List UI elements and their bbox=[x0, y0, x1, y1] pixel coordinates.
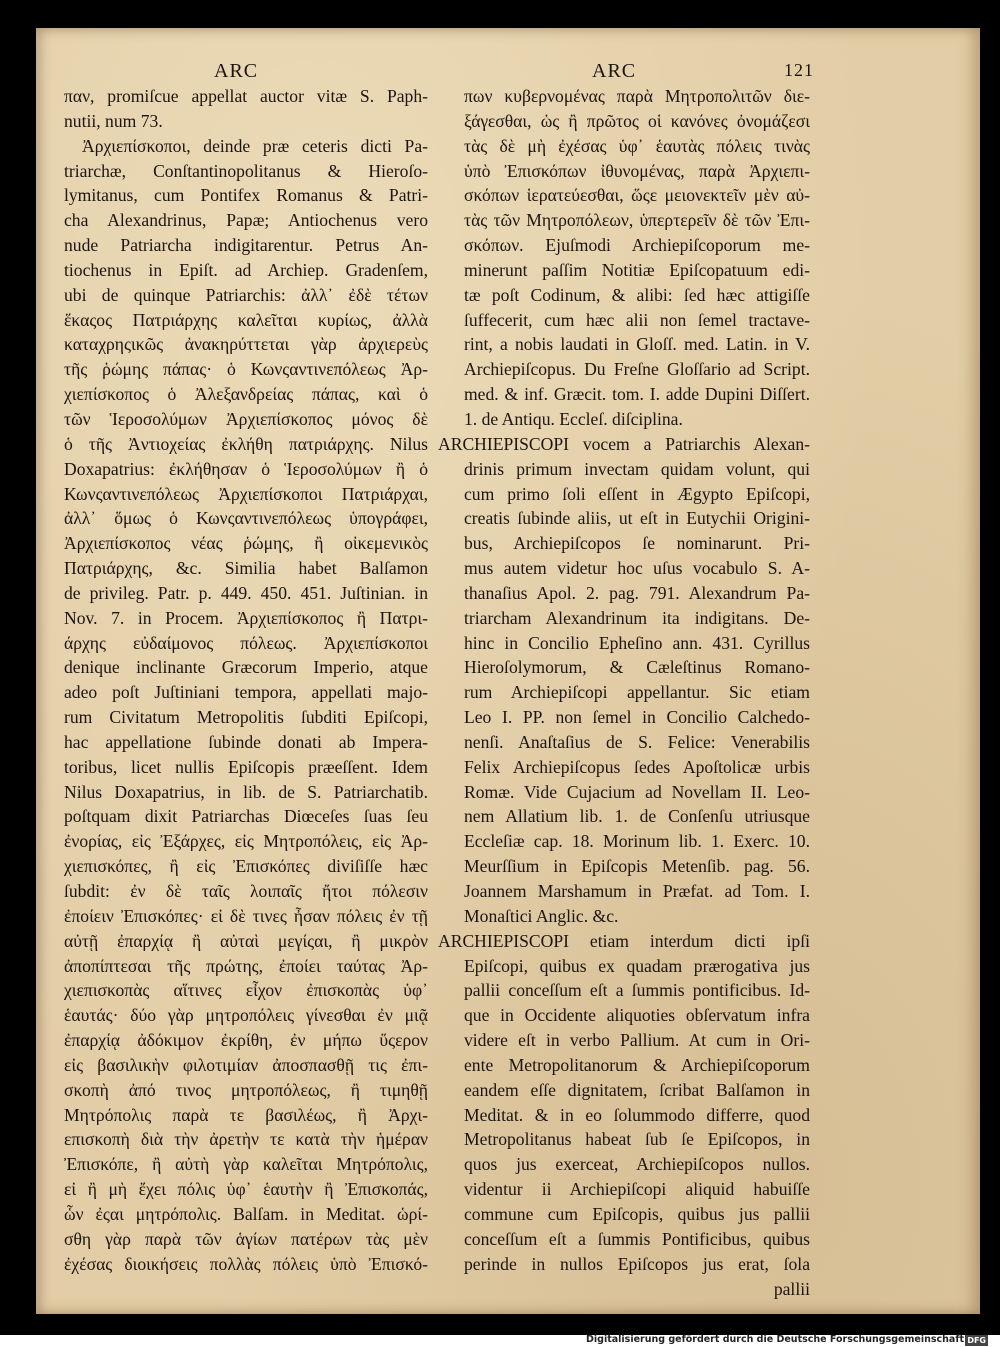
text-line: Meurſſium in Epiſcopis Metenſib. pag. 56. bbox=[464, 856, 810, 877]
page-number: 121 bbox=[784, 60, 814, 80]
text-line: Doxapatrius: ἐκλήθησαν ὁ Ἱεροσολύμων ἢ ὁ bbox=[64, 458, 428, 479]
text-line: conceſſum eſt a ſummis Pontificibus, quibus bbox=[464, 1228, 810, 1249]
funding-credit: Digitalisierung gefördert durch die Deutsche Forschungsgemeinschaft bbox=[586, 1334, 964, 1345]
text-line: τῶν Ἱεροσολύμων Ἀρχιεπίσκοπος μόνος δὲ bbox=[64, 408, 428, 429]
text-line: Joannem Marshamum in Præfat. ad Tom. I. bbox=[464, 881, 810, 901]
text-line: παν, promiſcue appellat auctor vitæ S. Paph- bbox=[64, 86, 428, 106]
text-line: nem Allatium lib. 1. de Conſenſu utriusque bbox=[464, 806, 810, 827]
text-line: pallii conceſſum eſt a ſummis pontificibus. Id- bbox=[464, 980, 810, 1001]
text-line: hac appellatione ſubinde donati ab Impera- bbox=[64, 731, 428, 752]
text-line: Archiepiſcopus. Du Freſne Gloſſario ad Script. bbox=[464, 359, 810, 380]
text-line: mus autem videtur hoc uſus vocabulo S. A- bbox=[464, 558, 810, 579]
text-line: lymitanus, cum Pontifex Romanus & Patri- bbox=[64, 185, 428, 206]
text-line: rum Archiepiſcopi appellantur. Sic etiam bbox=[464, 682, 810, 703]
text-line: Nilus Doxapatrius, in lib. de S. Patriarchatib. bbox=[64, 781, 428, 802]
text-line: perinde in nullos Epiſcopos jus erat, ſola bbox=[464, 1253, 810, 1274]
text-line: ἑαυτάς· δύο γὰρ μητροπόλεις γίνεσθαι ἐν μιᾷ bbox=[64, 1005, 428, 1026]
text-line: videntur ii Archiepiſcopi aliquid habuiſſe bbox=[464, 1179, 810, 1200]
text-line: ἐπαρχίᾳ ἀδόκιμον ἐκρίθη, ἐν μήπω ὕςερον bbox=[64, 1030, 428, 1051]
text-line: ὧν ἐςαι μητρόπολις. Balſam. in Meditat. ὡρί- bbox=[64, 1203, 428, 1224]
text-line: επισκοπὴ διὰ τὴν ἀρετὴν τε κατὰ τὴν ἡμέραν bbox=[64, 1129, 428, 1150]
text-line: thanaſius Apol. 2. pag. 791. Alexandrum Pa- bbox=[464, 582, 810, 603]
right-running-head: ARC bbox=[592, 60, 637, 82]
text-line: τῆς ῥώμης πάπας· ὁ Κωνςαντινεπόλεως Ἀρ- bbox=[64, 359, 428, 380]
text-line: εἰ ἢ μὴ ἔχει πόλις ὑφ᾽ ἑαυτὴν ἢ Ἐπισκοπάς, bbox=[64, 1179, 428, 1200]
text-line: Ἐπισκόπε, ἢ αὐτὴ γὰρ καλεῖται Μητρόπολις, bbox=[64, 1154, 428, 1175]
text-line: eandem eſſe dignitatem, ſcribat Balſamon in bbox=[464, 1079, 810, 1100]
text-line: Hieroſolymorum, & Cæleſtinus Romano- bbox=[464, 657, 810, 678]
text-line: Leo I. PP. non ſemel in Concilio Calchedo- bbox=[464, 707, 810, 728]
text-line: drinis primum invectam quidam volunt, qui bbox=[464, 458, 810, 479]
text-line: σκόπων. Ejuſmodi Archiepiſcoporum me- bbox=[464, 235, 810, 256]
text-line: Epiſcopi, quibus ex quadam prærogativa jus bbox=[464, 955, 810, 976]
text-line: cum primo ſoli eſſent in Ægypto Epiſcopi, bbox=[464, 483, 810, 504]
text-line: χιεπισκοπὰς αἵτινες εἶχον ἐπισκοπὰς ὑφ᾽ bbox=[64, 980, 428, 1001]
text-line: Romæ. Vide Cujacium ad Novellam II. Leo- bbox=[464, 781, 810, 802]
text-line: nude Patriarcha indigitarentur. Petrus An- bbox=[64, 235, 428, 256]
text-line: rum Civitatum Metropolitis ſubditi Epiſcopi, bbox=[64, 707, 428, 728]
text-line: ἀλλ᾽ ὅμως ὁ Κωνςαντινεπόλεως ὑπογράφει, bbox=[64, 508, 428, 529]
text-line: Πατριάρχης, &c. Similia habet Balſamon bbox=[64, 558, 428, 579]
text-line: σθη γὰρ παρὰ τῶν ἁγίων πατέρων τὰς μὲν bbox=[64, 1228, 428, 1249]
right-column bbox=[438, 84, 810, 1301]
text-line: de privileg. Patr. p. 449. 450. 451. Juſtinian. in bbox=[64, 582, 428, 603]
text-line: Κωνςαντινεπόλεως Ἀρχιεπίσκοποι Πατριάρχαι, bbox=[64, 483, 428, 504]
text-line: Monaſtici Anglic. &c. bbox=[464, 905, 619, 926]
text-line: med. & inf. Græcit. tom. I. adde Dupini Diſſert. bbox=[464, 384, 810, 405]
text-line: triarchæ, Conſtantinopolitanus & Hieroſo- bbox=[64, 160, 428, 181]
text-line: ſubdit: ἐν δὲ ταῖς λοιπαῖς ἤτοι πόλεσιν bbox=[64, 881, 428, 901]
text-line: ἀποπίπτεσαι τῆς πρώτης, ἐποίει ταύτας Ἀρ- bbox=[64, 955, 428, 976]
footer-bar bbox=[0, 1335, 1000, 1347]
text-line: 1. de Antiqu. Eccleſ. diſciplina. bbox=[464, 408, 683, 429]
text-line: Meditat. & in eo ſolummodo differre, quod bbox=[464, 1104, 810, 1125]
text-line: Nov. 7. in Procem. Ἀρχιεπίσκοπος ἢ Πατρι- bbox=[64, 607, 428, 628]
text-line: Μητρόπολις παρὰ τε βασιλέως, ἢ Ἀρχι- bbox=[64, 1104, 428, 1125]
text-line: Metropolitanus habeat ſub ſe Epiſcopos, in bbox=[464, 1129, 810, 1150]
text-line: πων κυβερνομένας παρὰ Μητροπολιτῶν διε- bbox=[464, 86, 810, 106]
text-line: ἐνορίας, εἰς Ἐξάρχες, εἰς Μητροπόλεις, εἰς Ἀρ- bbox=[64, 831, 428, 852]
text-line: ubi de quinque Patriarchis: ἀλλ᾽ ἐδὲ τέτων bbox=[64, 284, 428, 305]
text-line: poſtquam dixit Patriarchas Diœceſes ſuas ſeu bbox=[64, 806, 428, 827]
text-line: ὁ τῆς Ἀντιοχείας ἐκλήθη πατριάρχης. Nilus bbox=[64, 433, 428, 454]
text-line: Eccleſiæ cap. 18. Morinum lib. 1. Exerc. 10. bbox=[464, 831, 810, 852]
text-line: quos jus exerceat, Archiepiſcopos nullos. bbox=[464, 1154, 810, 1175]
text-line: tæ poſt Codinum, & alibi: ſed hæc attigiſſe bbox=[464, 284, 810, 305]
text-line: toribus, licet nullis Epiſcopis præeſſent. Idem bbox=[64, 756, 428, 777]
text-line: pallii bbox=[773, 1278, 810, 1299]
text-line: videre eſt in verbo Pallium. At cum in Ori- bbox=[464, 1030, 810, 1051]
text-line: σκόπων ἱερατεύεσθαι, ὥςε μειονεκτεῖν μὲν αὐ- bbox=[464, 185, 810, 206]
text-line: ἐποίειν Ἐπισκόπες· εἰ δὲ τινες ἦσαν πόλεις ἐν τῇ bbox=[64, 905, 428, 926]
text-line: τὰς τῶν Μητροπόλεων, ὑπερτερεῖν δὲ τῶν Ἐπι- bbox=[464, 210, 810, 231]
text-line: bus, Archiepiſcopos ſe nominarunt. Pri- bbox=[464, 533, 810, 554]
text-line: αὐτῇ ἐπαρχίᾳ ἢ αὐταὶ μεγίςαι, ἢ μικρὸν bbox=[64, 930, 428, 951]
text-line: creatis ſubinde aliis, ut eſt in Eutychii Origini- bbox=[464, 508, 810, 529]
text-line: tiochenus in Epiſt. ad Archiep. Gradenſem, bbox=[64, 259, 428, 280]
text-line: nenſi. Anaſtaſius de S. Felice: Venerabilis bbox=[464, 731, 810, 752]
text-line: καταχρηςικῶς ἀνακηρύττεται γὰρ ἀρχιερεὺς bbox=[64, 334, 428, 355]
text-line: ſuffecerit, cum hæc alii non ſemel tractave- bbox=[464, 309, 810, 330]
text-line: ὑπὸ Ἐπισκόπων ἰθυνομένας, παρὰ Ἀρχιεπι- bbox=[464, 160, 810, 181]
text-line: σκοπὴ ἀπό τινος μητροπόλεως, ἢ τιμηθῇ bbox=[64, 1079, 428, 1100]
text-line: ἕκαςος Πατριάρχης καλεῖται κυρίως, ἀλλὰ bbox=[64, 309, 428, 330]
text-line: rint, a nobis laudati in Gloſſ. med. Latin. in V. bbox=[464, 334, 810, 355]
text-line: χιεπισκόπες, ἢ εἰς Ἐπισκόπες diviſiſſe hæc bbox=[64, 856, 428, 877]
text-line: χιεπίσκοπος ὁ Ἀλεξανδρείας πάπας, καὶ ὁ bbox=[64, 384, 428, 405]
text-line: denique inclinante Græcorum Imperio, atque bbox=[64, 657, 428, 678]
text-line: άρχης εὐδαίμονος πόλεως. Ἀρχιεπίσκοποι bbox=[64, 632, 428, 653]
text-line: que in Occidente aliquoties obſervatum infra bbox=[464, 1005, 810, 1026]
text-line: Ἀρχιεπίσκοπος νέας ῥώμης, ἢ οἰκεμενικὸς bbox=[64, 533, 428, 554]
text-line: ARCHIEPISCOPI etiam interdum dicti ipſi bbox=[438, 930, 810, 951]
text-line: cha Alexandrinus, Papæ; Antiochenus vero bbox=[64, 210, 428, 231]
text-line: adeo poſt Juſtiniani tempora, appellati majo- bbox=[64, 682, 428, 703]
text-line: Ἀρχιεπίσκοποι, deinde præ ceteris dicti Pa- bbox=[82, 135, 428, 156]
text-line: minerunt paſſim Notitiæ Epiſcopatuum edi- bbox=[464, 259, 810, 280]
text-line: ARCHIEPISCOPI vocem a Patriarchis Alexan- bbox=[438, 433, 810, 454]
text-line: nutii, num 73. bbox=[64, 110, 163, 131]
text-line: ἐχέσας διοικήσεις πολλὰς πόλεις ὑπὸ Ἐπισκό- bbox=[64, 1253, 428, 1274]
text-line: ente Metropolitanorum & Archiepiſcoporum bbox=[464, 1054, 810, 1075]
dfg-logo: DFG bbox=[967, 1336, 986, 1345]
left-column bbox=[64, 84, 428, 1277]
text-line: hinc in Concilio Epheſino ann. 431. Cyrillus bbox=[464, 632, 810, 653]
text-line: commune cum Epiſcopis, quibus jus pallii bbox=[464, 1203, 810, 1224]
text-line: Felix Archiepiſcopus ſedes Apoſtolicæ urbis bbox=[464, 756, 810, 777]
text-line: ξάγεσθαι, ὡς ἢ πρῶτος οἱ κανόνες ὀνομάζεσι bbox=[464, 110, 810, 131]
text-line: triarcham Alexandrinum ita indigitans. De- bbox=[464, 607, 810, 628]
left-running-head: ARC bbox=[214, 60, 259, 82]
text-line: εἰς βασιλικὴν φιλοτιμίαν ἀποσπασθῇ τις ἐπι- bbox=[64, 1054, 428, 1075]
text-line: τὰς δὲ μὴ ἐχέσας ὑφ᾽ ἑαυτὰς πόλεις τινὰς bbox=[464, 135, 810, 156]
